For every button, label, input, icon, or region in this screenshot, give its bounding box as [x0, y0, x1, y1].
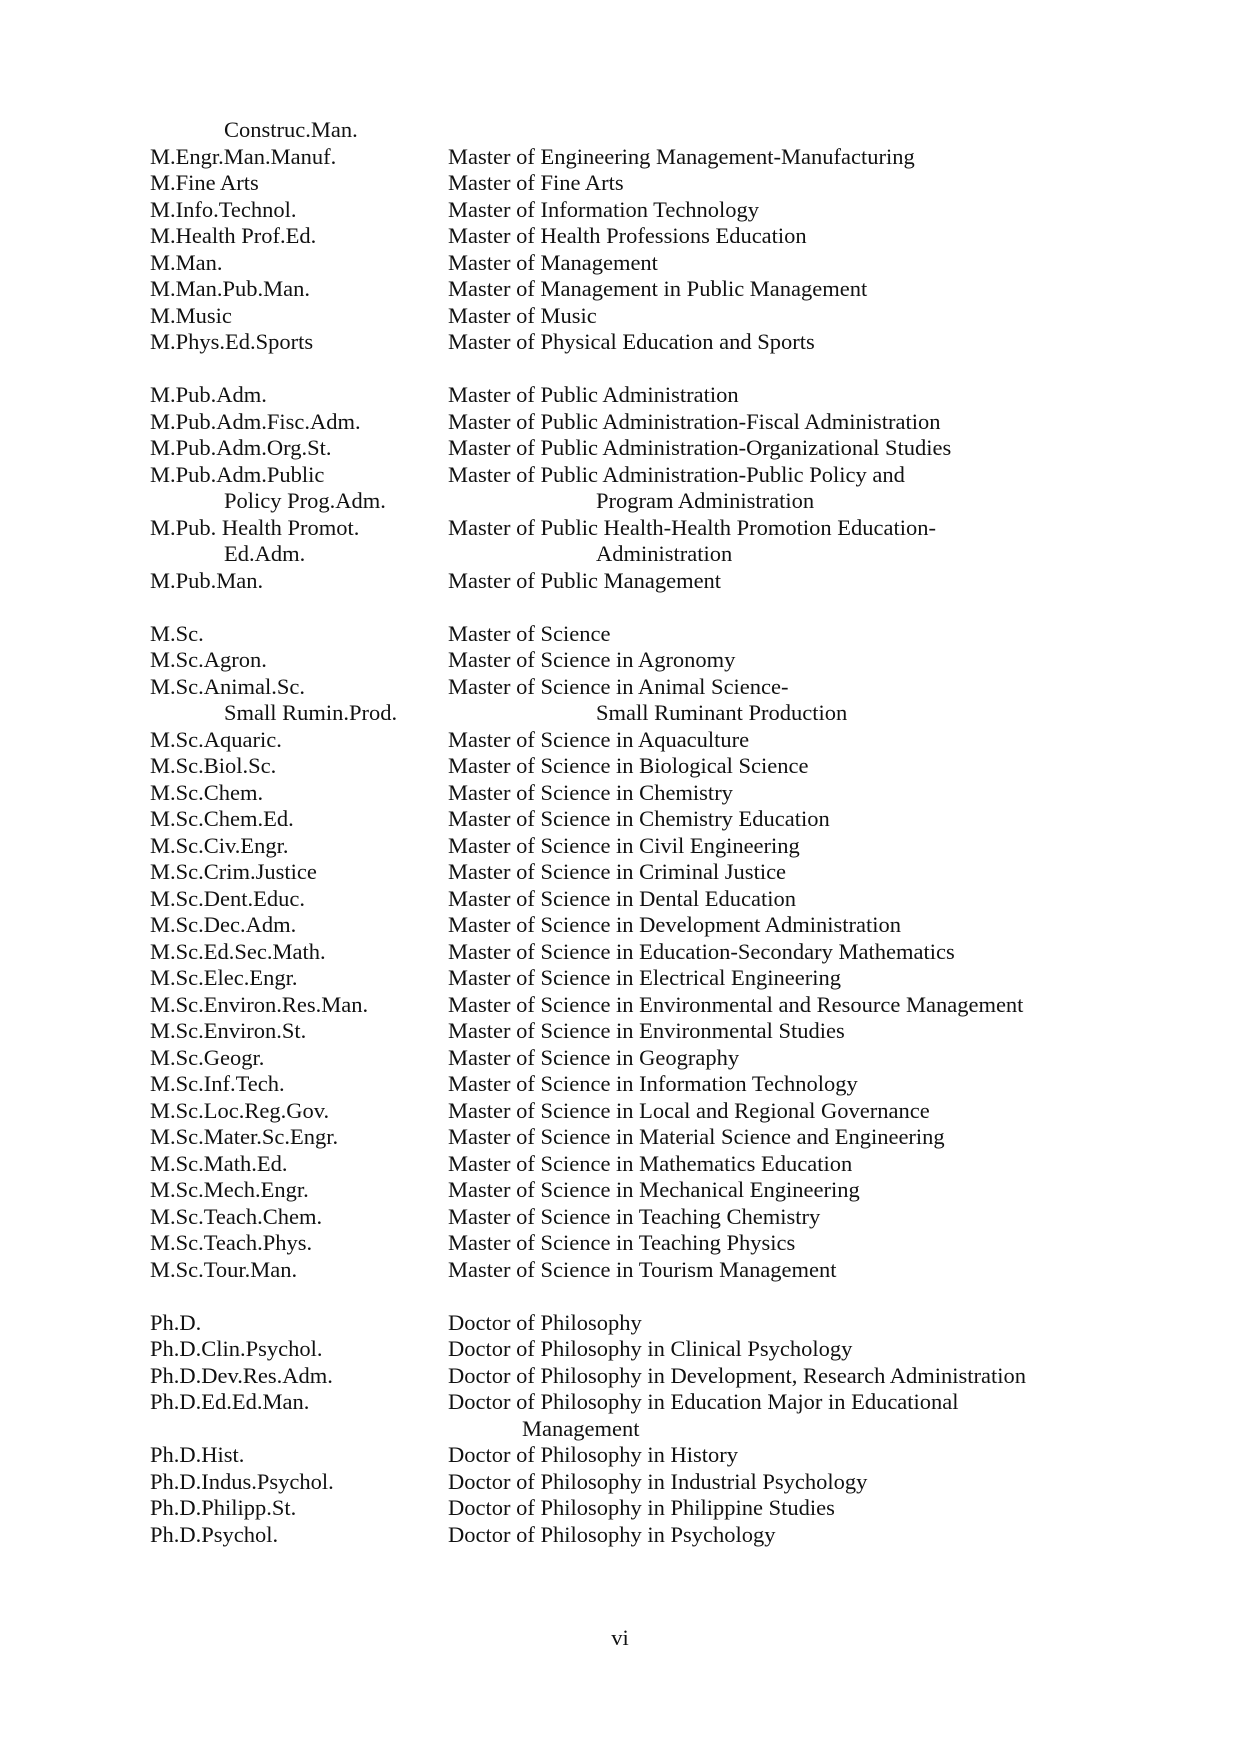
abbreviation-row	[150, 250, 1150, 277]
abbreviation: M.Sc.Tour.Man.	[150, 1256, 298, 1282]
full-form: Master of Fine Arts	[448, 170, 624, 195]
abbreviation-row	[150, 1018, 1150, 1045]
abbreviation-row	[150, 859, 1150, 886]
abbreviation: M.Pub. Health Promot.	[150, 514, 360, 540]
full-form: Master of Science in Agronomy	[448, 647, 736, 672]
page-number: vi	[611, 1625, 629, 1650]
abbreviation-row	[150, 1098, 1150, 1125]
abbreviation-row	[150, 1177, 1150, 1204]
full-form: Master of Science in Aquaculture	[448, 726, 750, 752]
abbreviation: M.Sc.Inf.Tech.	[150, 1071, 285, 1096]
full-form: Master of Science in Electrical Engineering	[448, 965, 841, 990]
abbreviation-row	[150, 1336, 1150, 1363]
full-form: Master of Science in Geography	[448, 1044, 740, 1070]
abbreviation-row	[150, 1257, 1150, 1284]
abbreviation: M.Sc.Math.Ed.	[150, 1150, 288, 1176]
abbreviation-row	[150, 435, 1150, 462]
abbreviation: M.Sc.Agron.	[150, 647, 267, 672]
abbreviation-row	[150, 170, 1150, 197]
abbreviation: M.Sc.Elec.Engr.	[150, 965, 298, 990]
abbreviation-row	[150, 1310, 1150, 1337]
abbreviation: M.Sc.Geogr.	[150, 1044, 265, 1070]
abbreviation-row	[150, 621, 1150, 648]
full-form: Master of Science in Environmental Studies	[448, 1018, 845, 1043]
abbreviation: M.Phys.Ed.Sports	[150, 329, 314, 354]
abbreviation: M.Music	[150, 302, 232, 328]
abbreviation: M.Pub.Man.	[150, 567, 264, 593]
abbreviation: Ph.D.Psychol.	[150, 1521, 279, 1547]
abbreviation: Ph.D.Hist.	[150, 1442, 245, 1467]
full-form: Master of Information Technology	[448, 196, 760, 222]
abbreviation-row	[150, 1495, 1150, 1522]
abbreviation: M.Sc.Dec.Adm.	[150, 912, 297, 937]
full-form: Management	[522, 1415, 640, 1441]
abbreviation-row	[150, 1204, 1150, 1231]
abbreviation-row	[150, 515, 1150, 542]
abbreviation-row	[150, 1416, 1150, 1443]
full-form	[522, 117, 1150, 144]
abbreviation-row	[150, 992, 1150, 1019]
abbreviation: Ph.D.Philipp.St.	[150, 1495, 297, 1520]
abbreviation: M.Sc.Environ.Res.Man.	[150, 991, 369, 1017]
full-form: Doctor of Philosophy	[448, 1309, 642, 1335]
abbreviation: M.Man.Pub.Man.	[150, 276, 311, 301]
abbreviation-row	[150, 674, 1150, 701]
abbreviation: M.Sc.Biol.Sc.	[150, 753, 277, 778]
abbreviation: M.Info.Technol.	[150, 196, 297, 222]
section-gap	[150, 1283, 1150, 1310]
full-form: Master of Management	[448, 249, 658, 275]
abbreviation-row	[150, 488, 1150, 515]
full-form: Master of Science in Mechanical Engineering	[448, 1177, 860, 1202]
full-form: Master of Public Administration-Fiscal Administration	[448, 408, 941, 434]
abbreviation-row	[150, 197, 1150, 224]
full-form: Master of Science	[448, 620, 611, 646]
full-form: Doctor of Philosophy in Clinical Psychology	[448, 1336, 853, 1361]
abbreviation-row	[150, 329, 1150, 356]
abbreviation: M.Sc.Loc.Reg.Gov.	[150, 1097, 330, 1123]
full-form: Master of Science in Mathematics Education	[448, 1150, 853, 1176]
abbreviation: M.Sc.Chem.	[150, 779, 264, 805]
abbreviation-row	[150, 700, 1150, 727]
abbreviation: M.Sc.Animal.Sc.	[150, 673, 305, 699]
full-form: Doctor of Philosophy in Education Major in Educational	[448, 1389, 959, 1414]
full-form: Master of Science in Local and Regional Governance	[448, 1097, 930, 1123]
full-form: Master of Public Administration-Public Policy and	[448, 461, 905, 487]
full-form: Doctor of Philosophy in Industrial Psychology	[448, 1468, 868, 1494]
abbreviation-list	[150, 117, 1150, 1548]
section-gap	[150, 594, 1150, 621]
abbreviation: Ph.D.Clin.Psychol.	[150, 1336, 323, 1361]
abbreviation: M.Pub.Adm.	[150, 382, 267, 407]
full-form: Master of Science in Teaching Chemistry	[448, 1203, 821, 1229]
abbreviation: M.Pub.Adm.Org.St.	[150, 435, 332, 460]
abbreviation-row	[150, 541, 1150, 568]
full-form: Doctor of Philosophy in Development, Research Administration	[448, 1362, 1027, 1388]
full-form: Small Ruminant Production	[596, 700, 848, 725]
abbreviation-row	[150, 1389, 1150, 1416]
full-form: Doctor of Philosophy in Psychology	[448, 1521, 776, 1547]
abbreviation-row	[150, 727, 1150, 754]
full-form: Master of Public Health-Health Promotion Education-	[448, 514, 937, 540]
abbreviation-row	[150, 409, 1150, 436]
abbreviation: M.Pub.Adm.Public	[150, 461, 325, 487]
abbreviation-row	[150, 806, 1150, 833]
abbreviation: M.Sc.Crim.Justice	[150, 859, 317, 884]
full-form: Master of Science in Animal Science-	[448, 673, 789, 699]
full-form: Master of Music	[448, 302, 597, 328]
abbreviation: Ph.D.	[150, 1309, 202, 1335]
abbreviation-row	[150, 1071, 1150, 1098]
abbreviation-row	[150, 1469, 1150, 1496]
abbreviation-row	[150, 886, 1150, 913]
full-form: Master of Science in Tourism Management	[448, 1256, 837, 1282]
abbreviation: M.Sc.Mech.Engr.	[150, 1177, 309, 1202]
abbreviation: M.Sc.Chem.Ed.	[150, 806, 294, 831]
abbreviation: M.Health Prof.Ed.	[150, 223, 317, 248]
abbreviation: M.Sc.Mater.Sc.Engr.	[150, 1124, 339, 1149]
abbreviation-row	[150, 568, 1150, 595]
abbreviation: M.Sc.Environ.St.	[150, 1018, 307, 1043]
abbreviation: M.Sc.Teach.Chem.	[150, 1203, 323, 1229]
abbreviation: M.Sc.Civ.Engr.	[150, 832, 289, 858]
abbreviation-row	[150, 223, 1150, 250]
full-form: Master of Science in Information Technology	[448, 1071, 858, 1096]
full-form: Master of Management in Public Management	[448, 276, 868, 301]
abbreviation: Ed.Adm.	[224, 541, 306, 566]
full-form: Master of Public Administration	[448, 382, 739, 407]
full-form: Master of Engineering Management-Manufacturing	[448, 143, 915, 169]
abbreviation-row	[150, 144, 1150, 171]
abbreviation-row	[150, 303, 1150, 330]
abbreviation-row	[150, 1363, 1150, 1390]
abbreviation-row	[150, 382, 1150, 409]
abbreviation-row	[150, 276, 1150, 303]
full-form: Doctor of Philosophy in Philippine Studies	[448, 1495, 835, 1520]
abbreviation-row	[150, 1522, 1150, 1549]
section-gap	[150, 356, 1150, 383]
abbreviation-row	[150, 965, 1150, 992]
abbreviation: Construc.Man.	[224, 117, 358, 142]
abbreviation-row	[150, 1442, 1150, 1469]
abbreviation-row	[150, 939, 1150, 966]
full-form: Master of Science in Criminal Justice	[448, 859, 787, 884]
abbreviation: M.Man.	[150, 249, 223, 275]
full-form: Master of Public Administration-Organizational Studies	[448, 435, 952, 460]
full-form: Master of Science in Chemistry Education	[448, 806, 830, 831]
full-form: Master of Public Management	[448, 567, 722, 593]
abbreviation-row	[150, 1151, 1150, 1178]
abbreviation: M.Fine Arts	[150, 170, 259, 195]
abbreviation: M.Engr.Man.Manuf.	[150, 143, 337, 169]
abbreviation-row	[150, 912, 1150, 939]
abbreviation-row	[150, 780, 1150, 807]
abbreviation: M.Sc.Ed.Sec.Math.	[150, 938, 326, 964]
abbreviation-row	[150, 833, 1150, 860]
full-form: Administration	[596, 541, 733, 566]
full-form: Master of Science in Material Science and Engineering	[448, 1124, 945, 1149]
abbreviation-row	[150, 462, 1150, 489]
abbreviation: M.Sc.Teach.Phys.	[150, 1230, 313, 1255]
abbreviation: Ph.D.Dev.Res.Adm.	[150, 1362, 333, 1388]
abbreviation: Ph.D.Ed.Ed.Man.	[150, 1389, 310, 1414]
abbreviation: M.Sc.	[150, 620, 204, 646]
abbreviation-row	[150, 1045, 1150, 1072]
full-form: Master of Physical Education and Sports	[448, 329, 815, 354]
full-form: Master of Science in Chemistry	[448, 779, 733, 805]
full-form: Master of Science in Dental Education	[448, 885, 797, 911]
abbreviation-row	[150, 1230, 1150, 1257]
full-form: Master of Science in Development Administration	[448, 912, 902, 937]
abbreviation: M.Pub.Adm.Fisc.Adm.	[150, 408, 361, 434]
abbreviation: Ph.D.Indus.Psychol.	[150, 1468, 334, 1494]
full-form: Master of Science in Environmental and Resource Management	[448, 991, 1024, 1017]
abbreviation-row	[150, 753, 1150, 780]
abbreviation-row	[150, 1124, 1150, 1151]
full-form: Program Administration	[596, 488, 815, 513]
abbreviation-row	[150, 647, 1150, 674]
abbreviation	[150, 1416, 448, 1443]
full-form: Master of Science in Civil Engineering	[448, 832, 800, 858]
abbreviation: M.Sc.Dent.Educ.	[150, 885, 305, 911]
full-form: Doctor of Philosophy in History	[448, 1442, 738, 1467]
full-form: Master of Science in Education-Secondary Mathematics	[448, 938, 955, 964]
abbreviation: Small Rumin.Prod.	[224, 700, 398, 725]
abbreviation: M.Sc.Aquaric.	[150, 726, 282, 752]
full-form: Master of Science in Teaching Physics	[448, 1230, 796, 1255]
full-form: Master of Science in Biological Science	[448, 753, 809, 778]
abbreviation-row	[150, 117, 1150, 144]
full-form: Master of Health Professions Education	[448, 223, 807, 248]
abbreviation: Policy Prog.Adm.	[224, 488, 386, 513]
